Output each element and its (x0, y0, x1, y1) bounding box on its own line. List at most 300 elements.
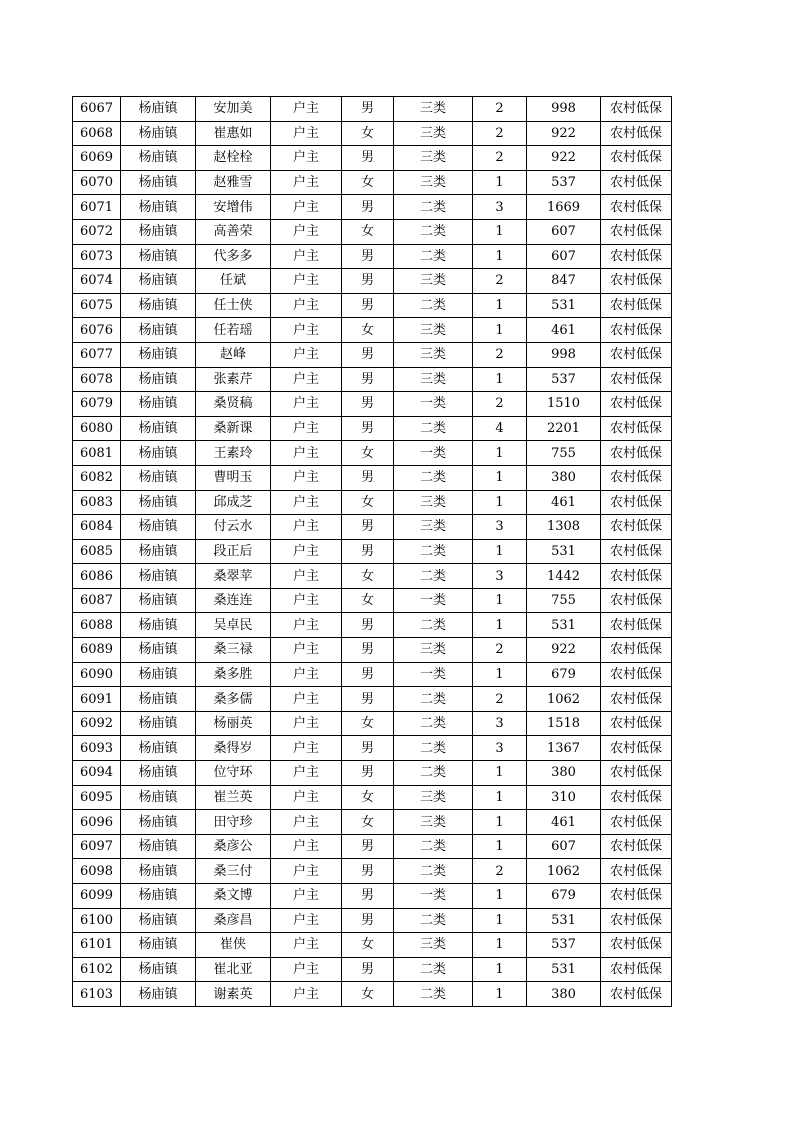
table-row (73, 146, 672, 171)
cell-town: 杨庙镇 (121, 146, 196, 171)
cell-role: 户主 (271, 490, 342, 515)
cell-amount: 847 (527, 269, 601, 294)
cell-category: 三类 (394, 515, 473, 540)
cell-id: 6070 (73, 170, 121, 195)
table-row (73, 564, 672, 589)
cell-category: 三类 (394, 342, 473, 367)
cell-amount: 1062 (527, 859, 601, 884)
cell-gender: 女 (342, 121, 394, 146)
cell-role: 户主 (271, 416, 342, 441)
cell-role: 户主 (271, 613, 342, 638)
cell-household-count: 2 (473, 859, 527, 884)
cell-household-count: 4 (473, 416, 527, 441)
cell-town: 杨庙镇 (121, 687, 196, 712)
table-row (73, 416, 672, 441)
cell-gender: 女 (342, 933, 394, 958)
cell-id: 6075 (73, 293, 121, 318)
cell-amount: 531 (527, 293, 601, 318)
table-body (73, 97, 672, 1007)
table-row (73, 957, 672, 982)
cell-gender: 男 (342, 146, 394, 171)
cell-category: 三类 (394, 810, 473, 835)
cell-id: 6103 (73, 982, 121, 1007)
cell-name: 桑彦公 (196, 834, 271, 859)
cell-gender: 男 (342, 465, 394, 490)
cell-town: 杨庙镇 (121, 539, 196, 564)
cell-town: 杨庙镇 (121, 441, 196, 466)
table-row (73, 269, 672, 294)
cell-category: 三类 (394, 367, 473, 392)
cell-name: 段正后 (196, 539, 271, 564)
cell-aid-type: 农村低保 (601, 219, 672, 244)
cell-category: 三类 (394, 146, 473, 171)
cell-gender: 男 (342, 367, 394, 392)
cell-amount: 1308 (527, 515, 601, 540)
cell-household-count: 2 (473, 392, 527, 417)
cell-aid-type: 农村低保 (601, 859, 672, 884)
cell-id: 6073 (73, 244, 121, 269)
cell-town: 杨庙镇 (121, 121, 196, 146)
table-row (73, 539, 672, 564)
cell-town: 杨庙镇 (121, 884, 196, 909)
cell-name: 安加美 (196, 97, 271, 122)
cell-gender: 男 (342, 515, 394, 540)
cell-amount: 607 (527, 834, 601, 859)
cell-id: 6091 (73, 687, 121, 712)
cell-aid-type: 农村低保 (601, 662, 672, 687)
cell-category: 二类 (394, 195, 473, 220)
cell-household-count: 1 (473, 170, 527, 195)
cell-town: 杨庙镇 (121, 662, 196, 687)
cell-amount: 531 (527, 539, 601, 564)
cell-amount: 755 (527, 441, 601, 466)
cell-category: 三类 (394, 121, 473, 146)
cell-aid-type: 农村低保 (601, 515, 672, 540)
cell-role: 户主 (271, 908, 342, 933)
cell-role: 户主 (271, 146, 342, 171)
cell-aid-type: 农村低保 (601, 908, 672, 933)
cell-id: 6086 (73, 564, 121, 589)
cell-id: 6068 (73, 121, 121, 146)
cell-id: 6085 (73, 539, 121, 564)
cell-amount: 679 (527, 662, 601, 687)
table-row (73, 318, 672, 343)
table-row (73, 588, 672, 613)
cell-role: 户主 (271, 195, 342, 220)
cell-amount: 607 (527, 244, 601, 269)
cell-gender: 女 (342, 588, 394, 613)
table-row (73, 638, 672, 663)
cell-role: 户主 (271, 539, 342, 564)
cell-id: 6089 (73, 638, 121, 663)
cell-amount: 2201 (527, 416, 601, 441)
cell-town: 杨庙镇 (121, 416, 196, 441)
cell-role: 户主 (271, 97, 342, 122)
cell-name: 桑多胜 (196, 662, 271, 687)
cell-id: 6080 (73, 416, 121, 441)
cell-gender: 女 (342, 170, 394, 195)
cell-gender: 男 (342, 884, 394, 909)
cell-name: 赵峰 (196, 342, 271, 367)
cell-name: 任斌 (196, 269, 271, 294)
cell-household-count: 2 (473, 146, 527, 171)
cell-name: 桑三禄 (196, 638, 271, 663)
cell-id: 6087 (73, 588, 121, 613)
cell-amount: 380 (527, 982, 601, 1007)
cell-household-count: 1 (473, 465, 527, 490)
table-row (73, 711, 672, 736)
cell-name: 桑文博 (196, 884, 271, 909)
cell-name: 赵雅雪 (196, 170, 271, 195)
cell-aid-type: 农村低保 (601, 539, 672, 564)
cell-category: 一类 (394, 392, 473, 417)
cell-aid-type: 农村低保 (601, 957, 672, 982)
cell-amount: 310 (527, 785, 601, 810)
cell-gender: 男 (342, 269, 394, 294)
cell-amount: 537 (527, 933, 601, 958)
table-row (73, 244, 672, 269)
table-row (73, 342, 672, 367)
cell-role: 户主 (271, 318, 342, 343)
cell-id: 6088 (73, 613, 121, 638)
cell-name: 邱成芝 (196, 490, 271, 515)
table-row (73, 662, 672, 687)
cell-town: 杨庙镇 (121, 908, 196, 933)
cell-gender: 女 (342, 318, 394, 343)
cell-town: 杨庙镇 (121, 465, 196, 490)
cell-household-count: 2 (473, 269, 527, 294)
cell-town: 杨庙镇 (121, 367, 196, 392)
cell-name: 田守珍 (196, 810, 271, 835)
cell-gender: 女 (342, 785, 394, 810)
cell-amount: 1062 (527, 687, 601, 712)
cell-amount: 537 (527, 367, 601, 392)
cell-category: 二类 (394, 736, 473, 761)
cell-town: 杨庙镇 (121, 490, 196, 515)
cell-aid-type: 农村低保 (601, 244, 672, 269)
cell-name: 桑得岁 (196, 736, 271, 761)
cell-name: 崔侠 (196, 933, 271, 958)
cell-household-count: 2 (473, 638, 527, 663)
table-row (73, 219, 672, 244)
cell-role: 户主 (271, 244, 342, 269)
cell-town: 杨庙镇 (121, 269, 196, 294)
cell-gender: 男 (342, 687, 394, 712)
cell-id: 6067 (73, 97, 121, 122)
cell-id: 6096 (73, 810, 121, 835)
cell-gender: 女 (342, 564, 394, 589)
cell-household-count: 1 (473, 810, 527, 835)
cell-household-count: 3 (473, 195, 527, 220)
cell-amount: 607 (527, 219, 601, 244)
cell-gender: 女 (342, 490, 394, 515)
cell-category: 二类 (394, 957, 473, 982)
cell-id: 6092 (73, 711, 121, 736)
cell-gender: 女 (342, 219, 394, 244)
cell-id: 6081 (73, 441, 121, 466)
cell-aid-type: 农村低保 (601, 342, 672, 367)
table-row (73, 170, 672, 195)
cell-id: 6101 (73, 933, 121, 958)
cell-town: 杨庙镇 (121, 982, 196, 1007)
cell-household-count: 1 (473, 588, 527, 613)
cell-role: 户主 (271, 884, 342, 909)
cell-role: 户主 (271, 662, 342, 687)
table-row (73, 97, 672, 122)
cell-gender: 男 (342, 834, 394, 859)
cell-name: 崔北亚 (196, 957, 271, 982)
cell-town: 杨庙镇 (121, 711, 196, 736)
cell-town: 杨庙镇 (121, 957, 196, 982)
cell-role: 户主 (271, 269, 342, 294)
table-row (73, 392, 672, 417)
cell-category: 二类 (394, 465, 473, 490)
cell-gender: 男 (342, 342, 394, 367)
cell-role: 户主 (271, 293, 342, 318)
cell-household-count: 3 (473, 711, 527, 736)
cell-aid-type: 农村低保 (601, 834, 672, 859)
cell-category: 三类 (394, 933, 473, 958)
cell-gender: 男 (342, 97, 394, 122)
cell-id: 6098 (73, 859, 121, 884)
cell-town: 杨庙镇 (121, 834, 196, 859)
cell-amount: 922 (527, 121, 601, 146)
cell-role: 户主 (271, 638, 342, 663)
cell-id: 6069 (73, 146, 121, 171)
cell-town: 杨庙镇 (121, 97, 196, 122)
cell-town: 杨庙镇 (121, 293, 196, 318)
cell-category: 三类 (394, 490, 473, 515)
cell-household-count: 1 (473, 957, 527, 982)
cell-category: 二类 (394, 908, 473, 933)
cell-category: 二类 (394, 711, 473, 736)
cell-aid-type: 农村低保 (601, 810, 672, 835)
cell-household-count: 1 (473, 761, 527, 786)
cell-household-count: 1 (473, 244, 527, 269)
cell-amount: 922 (527, 146, 601, 171)
cell-amount: 380 (527, 761, 601, 786)
cell-category: 二类 (394, 859, 473, 884)
table-row (73, 785, 672, 810)
cell-aid-type: 农村低保 (601, 711, 672, 736)
cell-aid-type: 农村低保 (601, 465, 672, 490)
cell-gender: 男 (342, 539, 394, 564)
cell-household-count: 1 (473, 933, 527, 958)
cell-id: 6071 (73, 195, 121, 220)
table-row (73, 859, 672, 884)
cell-gender: 女 (342, 441, 394, 466)
cell-role: 户主 (271, 392, 342, 417)
cell-town: 杨庙镇 (121, 638, 196, 663)
cell-name: 张素芹 (196, 367, 271, 392)
cell-role: 户主 (271, 982, 342, 1007)
cell-household-count: 1 (473, 982, 527, 1007)
table-row (73, 736, 672, 761)
cell-name: 王素玲 (196, 441, 271, 466)
cell-town: 杨庙镇 (121, 244, 196, 269)
cell-aid-type: 农村低保 (601, 785, 672, 810)
table-row (73, 761, 672, 786)
table-row (73, 515, 672, 540)
cell-gender: 女 (342, 810, 394, 835)
cell-id: 6083 (73, 490, 121, 515)
cell-gender: 男 (342, 638, 394, 663)
cell-amount: 1510 (527, 392, 601, 417)
cell-name: 崔惠如 (196, 121, 271, 146)
cell-household-count: 1 (473, 785, 527, 810)
cell-gender: 男 (342, 957, 394, 982)
cell-amount: 531 (527, 613, 601, 638)
cell-category: 三类 (394, 785, 473, 810)
table-row (73, 613, 672, 638)
table-row (73, 834, 672, 859)
cell-household-count: 1 (473, 539, 527, 564)
cell-household-count: 2 (473, 687, 527, 712)
cell-gender: 男 (342, 761, 394, 786)
table-row (73, 441, 672, 466)
cell-town: 杨庙镇 (121, 810, 196, 835)
cell-town: 杨庙镇 (121, 761, 196, 786)
cell-category: 三类 (394, 170, 473, 195)
cell-id: 6074 (73, 269, 121, 294)
cell-amount: 998 (527, 342, 601, 367)
cell-gender: 男 (342, 244, 394, 269)
cell-amount: 1518 (527, 711, 601, 736)
cell-gender: 男 (342, 195, 394, 220)
cell-amount: 531 (527, 957, 601, 982)
cell-category: 三类 (394, 269, 473, 294)
cell-gender: 女 (342, 711, 394, 736)
cell-aid-type: 农村低保 (601, 416, 672, 441)
cell-aid-type: 农村低保 (601, 392, 672, 417)
cell-category: 二类 (394, 982, 473, 1007)
cell-name: 桑翠苹 (196, 564, 271, 589)
cell-amount: 537 (527, 170, 601, 195)
cell-category: 二类 (394, 564, 473, 589)
cell-town: 杨庙镇 (121, 613, 196, 638)
cell-role: 户主 (271, 736, 342, 761)
cell-aid-type: 农村低保 (601, 564, 672, 589)
cell-role: 户主 (271, 564, 342, 589)
cell-role: 户主 (271, 711, 342, 736)
cell-role: 户主 (271, 342, 342, 367)
cell-aid-type: 农村低保 (601, 613, 672, 638)
cell-household-count: 3 (473, 736, 527, 761)
cell-amount: 922 (527, 638, 601, 663)
cell-role: 户主 (271, 588, 342, 613)
cell-town: 杨庙镇 (121, 933, 196, 958)
cell-town: 杨庙镇 (121, 170, 196, 195)
cell-category: 二类 (394, 761, 473, 786)
cell-amount: 755 (527, 588, 601, 613)
cell-aid-type: 农村低保 (601, 982, 672, 1007)
cell-id: 6090 (73, 662, 121, 687)
cell-household-count: 3 (473, 515, 527, 540)
cell-role: 户主 (271, 441, 342, 466)
cell-name: 安增伟 (196, 195, 271, 220)
cell-household-count: 1 (473, 367, 527, 392)
cell-amount: 461 (527, 810, 601, 835)
cell-aid-type: 农村低保 (601, 195, 672, 220)
cell-category: 二类 (394, 539, 473, 564)
cell-name: 桑彦昌 (196, 908, 271, 933)
cell-household-count: 1 (473, 441, 527, 466)
cell-name: 曹明玉 (196, 465, 271, 490)
cell-household-count: 1 (473, 293, 527, 318)
cell-category: 二类 (394, 219, 473, 244)
cell-town: 杨庙镇 (121, 588, 196, 613)
cell-role: 户主 (271, 933, 342, 958)
cell-name: 桑三付 (196, 859, 271, 884)
cell-role: 户主 (271, 761, 342, 786)
table-row (73, 195, 672, 220)
table-row (73, 810, 672, 835)
cell-aid-type: 农村低保 (601, 293, 672, 318)
cell-town: 杨庙镇 (121, 515, 196, 540)
cell-amount: 380 (527, 465, 601, 490)
cell-name: 高善荣 (196, 219, 271, 244)
cell-id: 6082 (73, 465, 121, 490)
table-row (73, 884, 672, 909)
cell-town: 杨庙镇 (121, 318, 196, 343)
cell-id: 6072 (73, 219, 121, 244)
cell-aid-type: 农村低保 (601, 121, 672, 146)
cell-aid-type: 农村低保 (601, 638, 672, 663)
cell-category: 二类 (394, 244, 473, 269)
table-row (73, 490, 672, 515)
cell-household-count: 1 (473, 884, 527, 909)
cell-town: 杨庙镇 (121, 392, 196, 417)
cell-role: 户主 (271, 170, 342, 195)
table-row (73, 293, 672, 318)
cell-household-count: 2 (473, 342, 527, 367)
cell-role: 户主 (271, 834, 342, 859)
cell-town: 杨庙镇 (121, 195, 196, 220)
cell-gender: 男 (342, 908, 394, 933)
cell-category: 二类 (394, 687, 473, 712)
cell-aid-type: 农村低保 (601, 736, 672, 761)
table-row (73, 465, 672, 490)
cell-amount: 998 (527, 97, 601, 122)
cell-aid-type: 农村低保 (601, 170, 672, 195)
cell-aid-type: 农村低保 (601, 761, 672, 786)
cell-household-count: 1 (473, 490, 527, 515)
cell-gender: 男 (342, 859, 394, 884)
table-row (73, 687, 672, 712)
cell-id: 6084 (73, 515, 121, 540)
cell-aid-type: 农村低保 (601, 269, 672, 294)
cell-household-count: 2 (473, 97, 527, 122)
cell-role: 户主 (271, 219, 342, 244)
cell-category: 一类 (394, 588, 473, 613)
cell-name: 吴卓民 (196, 613, 271, 638)
cell-amount: 461 (527, 318, 601, 343)
cell-aid-type: 农村低保 (601, 490, 672, 515)
cell-household-count: 2 (473, 121, 527, 146)
cell-aid-type: 农村低保 (601, 588, 672, 613)
cell-category: 三类 (394, 97, 473, 122)
cell-aid-type: 农村低保 (601, 933, 672, 958)
cell-town: 杨庙镇 (121, 736, 196, 761)
cell-town: 杨庙镇 (121, 342, 196, 367)
cell-name: 杨丽英 (196, 711, 271, 736)
cell-household-count: 1 (473, 219, 527, 244)
cell-role: 户主 (271, 121, 342, 146)
cell-id: 6094 (73, 761, 121, 786)
cell-category: 一类 (394, 662, 473, 687)
cell-amount: 679 (527, 884, 601, 909)
cell-amount: 1669 (527, 195, 601, 220)
